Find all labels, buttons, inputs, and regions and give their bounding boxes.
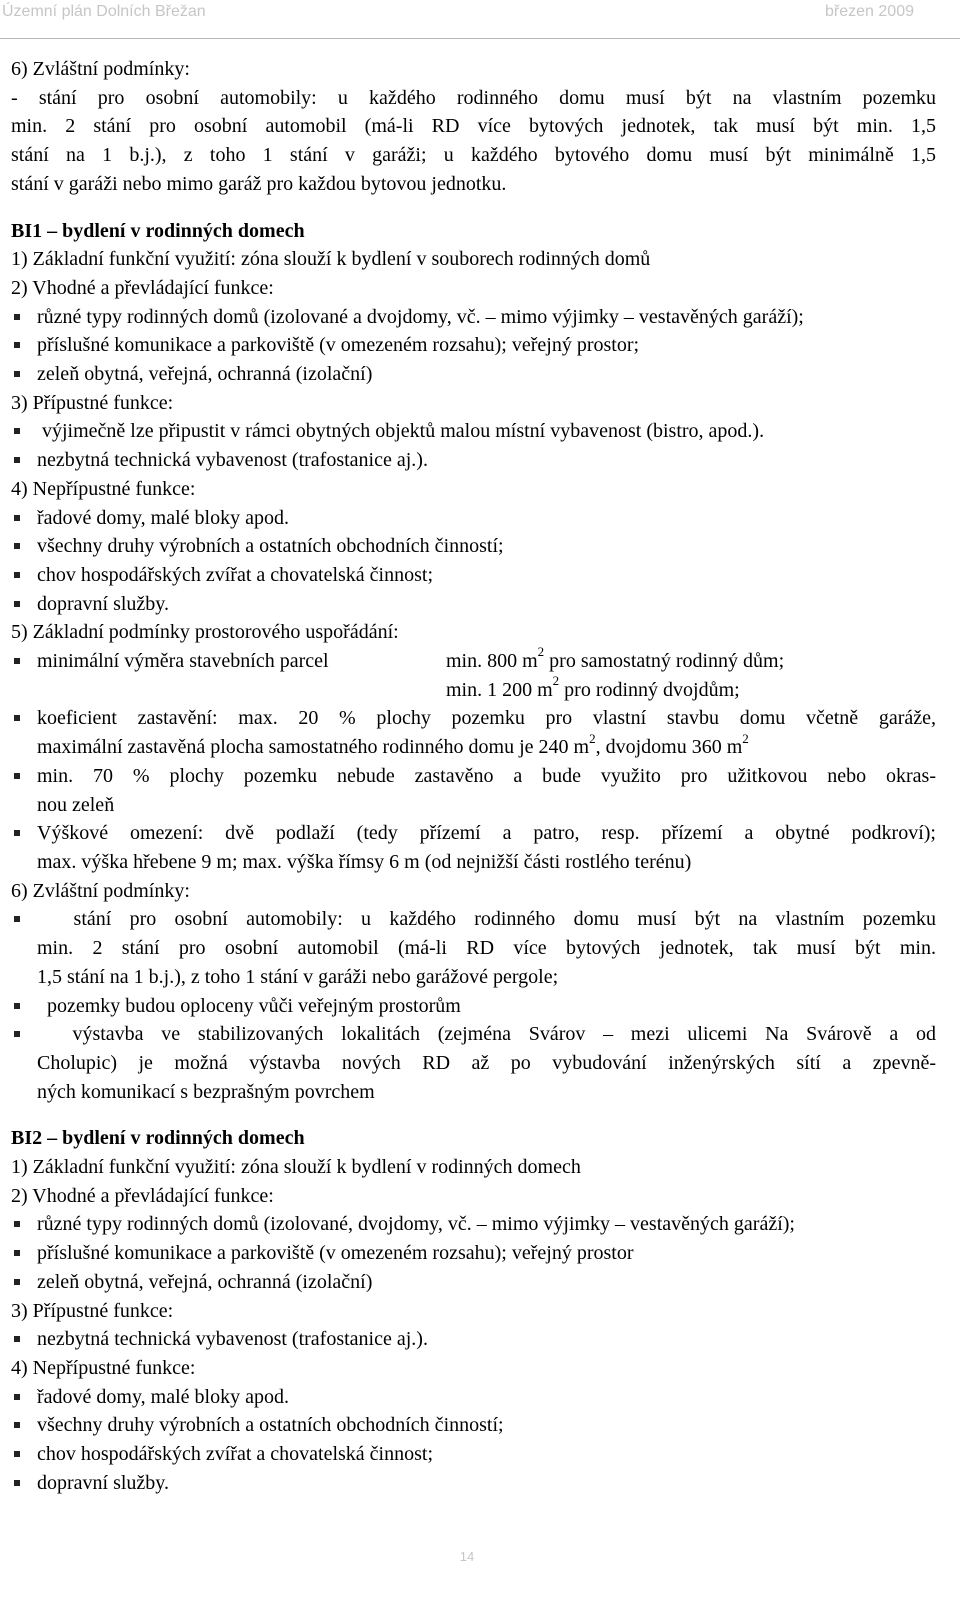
list-item: všechny druhy výrobních a ostatních obchodních činností; bbox=[11, 532, 936, 561]
page-number: 14 bbox=[459, 1549, 475, 1564]
list-item: nezbytná technická vybavenost (trafostanice aj.). bbox=[11, 446, 936, 475]
list-item: příslušné komunikace a parkoviště (v omezeném rozsahu); veřejný prostor bbox=[11, 1239, 936, 1268]
list-item: výjimečně lze připustit v rámci obytných objektů malou místní vybavenost (bistro, apod.). bbox=[11, 417, 936, 446]
bullet-icon bbox=[11, 532, 37, 561]
bullet-icon bbox=[11, 1020, 37, 1049]
bullet-icon bbox=[11, 331, 37, 360]
header-title: Územní plán Dolních Břežan bbox=[2, 3, 206, 20]
list-item: chov hospodářských zvířat a chovatelská činnost; bbox=[11, 1440, 936, 1469]
list-item: zeleň obytná, veřejná, ochranná (izolační) bbox=[11, 360, 936, 389]
bullet-icon bbox=[11, 1440, 37, 1469]
list-item: příslušné komunikace a parkoviště (v omezeném rozsahu); veřejný prostor; bbox=[11, 331, 936, 360]
bullet-icon bbox=[11, 446, 37, 475]
page-header bbox=[0, 0, 960, 39]
list-item: chov hospodářských zvířat a chovatelská činnost; bbox=[11, 561, 936, 590]
bullet-icon bbox=[11, 1325, 37, 1354]
bullet-icon bbox=[11, 417, 37, 446]
top-line: - stání pro osobní automobily: u každého rodinného domu musí být na vlastním pozemku bbox=[11, 86, 936, 109]
list-item: dopravní služby. bbox=[11, 1469, 936, 1498]
list-item: řadové domy, malé bloky apod. bbox=[11, 504, 936, 533]
bullet-icon bbox=[11, 1268, 37, 1297]
bullet-icon bbox=[11, 1469, 37, 1498]
list-item: různé typy rodinných domů (izolované a dvojdomy, vč. – mimo výjimky – vestavěných garáží); bbox=[11, 303, 936, 332]
list-item: Výškové omezení: dvě podlaží (tedy přízemí a patro, resp. přízemí a obytné podkroví); max. výška hřebene 9 m; max. výška římsy 6 m (od nejnižší části rostlého terénu) bbox=[11, 819, 936, 876]
bullet-icon bbox=[11, 1411, 37, 1440]
list-item: všechny druhy výrobních a ostatních obchodních činností; bbox=[11, 1411, 936, 1440]
bullet-icon bbox=[11, 992, 37, 1021]
top-line: stání na 1 b.j.), z toho 1 stání v garáži; u každého bytového domu musí být minimálně 1,5 bbox=[11, 144, 936, 167]
bi2-prohibited-heading: 4) Nepřípustné funkce: bbox=[11, 1356, 196, 1379]
list-item: minimální výměra stavebních parcel min. 800 $m^2$ pro samostatný rodinný dům; min. 1 200 $m^2$ pro rodinný dvojdům; bbox=[11, 647, 936, 704]
bullet-icon bbox=[11, 704, 37, 733]
bi2-permissible-heading: 3) Přípustné funkce: bbox=[11, 1299, 174, 1322]
header-date: březen 2009 bbox=[825, 3, 914, 20]
bullet-icon bbox=[11, 1239, 37, 1268]
list-item: pozemky budou oploceny vůči veřejným prostorům bbox=[11, 992, 936, 1021]
section-title-bi2: BI2 – bydlení v rodinných domech bbox=[11, 1127, 305, 1150]
bi1-spatial-heading: 5) Základní podmínky prostorového uspořádání: bbox=[11, 621, 399, 644]
list-item: zeleň obytná, veřejná, ochranná (izolační) bbox=[11, 1268, 936, 1297]
list-item: nezbytná technická vybavenost (trafostanice aj.). bbox=[11, 1325, 936, 1354]
bullet-icon bbox=[11, 1383, 37, 1412]
top-line: stání v garáži nebo mimo garáž pro každou bytovou jednotku. bbox=[11, 172, 507, 195]
bullet-icon bbox=[11, 590, 37, 619]
bi1-special-heading: 6) Zvláštní podmínky: bbox=[11, 879, 190, 902]
bullet-icon bbox=[11, 303, 37, 332]
list-item: různé typy rodinných domů (izolované, dvojdomy, vč. – mimo výjimky – vestavěných garáží); bbox=[11, 1210, 936, 1239]
bi1-suitable-heading: 2) Vhodné a převládající funkce: bbox=[11, 276, 274, 299]
bi2-suitable-heading: 2) Vhodné a převládající funkce: bbox=[11, 1184, 274, 1207]
bullet-icon bbox=[11, 1210, 37, 1239]
section-title-bi1: BI1 – bydlení v rodinných domech bbox=[11, 219, 305, 242]
list-item: min. 70 % plochy pozemku nebude zastavěno a bude využito pro užitkovou nebo okras- nou zeleň bbox=[11, 762, 936, 819]
bullet-icon bbox=[11, 360, 37, 389]
bullet-icon bbox=[11, 905, 37, 934]
document-body: 6) Zvláštní podmínky: - stání pro osobní automobily: u každého rodinného domu musí být na vlastním pozemku min. 2 stání pro osobní automobil (má-li RD více bytových jednotek, tak musí být min. 1,5 stání na 1 b.j.), z toho 1 stání v garáži; u každého bytového domu musí být minimálně 1,5 stání v garáži nebo mimo garáž pro každou bytovou jednotku. BI1 – bydlení v rodinných domech 1) Základní funkční využití: zóna slouží k bydlení v souborech rodinných domů 2) Vhodné a převládající funkce: různé typy rodinných domů (izolované a dvojdomy, vč. – mimo výjimky – vestavěných garáží); příslušné komunikace a parkoviště (v omezeném rozsahu); veřejný prostor; zeleň obytná, veřejná, ochranná (izolační) 3) Přípustné funkce: výjimečně lze připustit v rámci obytných objektů malou místní vybavenost (bistro, apod.). nezbytná technická vybavenost (trafostanice aj.). 4) Nepřípustné funkce: řadové domy, malé bloky apod. všechny druhy výrobních a ostatních obchodních činností; chov hospodářských zvířat a chovatelská činnost; dopravní služby. 5) Základní podmínky prostorového uspořádání: minimální výměra stavebních parcel min. 800 $m^2$ pro samostatný rodinný dům; min. 1 200 $m^2$ pro rodinný dvojdům; koeficient zastavění: max. 20 % plochy pozemku pro vlastní stavbu domu včetně garáže, maximální zastavěná plocha samostatného rodinného domu je 240 $m^2$, dvojdomu 360 $m^2$ min. 70 % plochy pozemku nebude zastavěno a bude využito pro užitkovou nebo okras- nou zeleň Výškové omezení: dvě podlaží (tedy přízemí a patro, resp. přízemí a obytné podkroví); max. výška hřebene 9 m; max. výška římsy 6 m (od nejnižší části rostlého terénu) 6) Zvláštní podmínky: stání pro osobní automobily: u každého rodinného domu musí být na vlastním pozemku min. 2 stání pro osobní automobil (má-li RD více bytových jednotek, tak musí být min. 1,5 stání na 1 b.j.), z toho 1 stání v garáži nebo garážové pergole; pozemky budou oploceny vůči veřejným prostorům výstavba ve stabilizovaných lokalitách (zejména Svárov – mezi ulicemi Na Svárově a od Cholupic) je možná výstavba nových RD až po vybudování inženýrských sítí a zpevně- ných komunikací s bezprašným povrchem BI2 – bydlení v rodinných domech 1) Základní funkční využití: zóna slouží k bydlení v rodinných domech 2) Vhodné a převládající funkce: různé typy rodinných domů (izolované, dvojdomy, vč. – mimo výjimky – vestavěných garáží); příslušné komunikace a parkoviště (v omezeném rozsahu); veřejný prostor zeleň obytná, veřejná, ochranná (izolační) 3) Přípustné funkce: nezbytná technická vybavenost (trafostanice aj.). 4) Nepřípustné funkce: řadové domy, malé bloky apod. všechny druhy výrobních a ostatních obchodních činností; chov hospodářských zvířat a chovatelská činnost; dopravní služby. bbox=[11, 55, 936, 1497]
bullet-icon bbox=[11, 561, 37, 590]
list-item: koeficient zastavění: max. 20 % plochy pozemku pro vlastní stavbu domu včetně garáže, maximální zastavěná plocha samostatného rodinného domu je 240 $m^2$, dvojdomu 360 $m^2$ bbox=[11, 704, 936, 761]
list-item: stání pro osobní automobily: u každého rodinného domu musí být na vlastním pozemku bbox=[11, 905, 936, 934]
bi1-prohibited-heading: 4) Nepřípustné funkce: bbox=[11, 477, 196, 500]
top-heading: 6) Zvláštní podmínky: bbox=[11, 58, 190, 80]
list-item: dopravní služby. bbox=[11, 590, 936, 619]
bullet-icon bbox=[11, 762, 37, 791]
top-line: min. 2 stání pro osobní automobil (má-li RD více bytových jednotek, tak musí být min. 1,5 bbox=[11, 115, 936, 138]
bullet-icon bbox=[11, 819, 37, 848]
bi1-permissible-heading: 3) Přípustné funkce: bbox=[11, 391, 174, 414]
list-item: výstavba ve stabilizovaných lokalitách (zejména Svárov – mezi ulicemi Na Svárově a od Cholupic) je možná výstavba nových RD až po vybudování inženýrských sítí a zpevně- ných komunikací s bezprašným povrchem bbox=[11, 1020, 936, 1106]
bullet-icon bbox=[11, 504, 37, 533]
list-item: řadové domy, malé bloky apod. bbox=[11, 1383, 936, 1412]
bullet-icon bbox=[11, 647, 37, 676]
bi2-basic-use: 1) Základní funkční využití: zóna slouží k bydlení v rodinných domech bbox=[11, 1156, 581, 1179]
bi1-basic-use: 1) Základní funkční využití: zóna slouží k bydlení v souborech rodinných domů bbox=[11, 248, 651, 271]
